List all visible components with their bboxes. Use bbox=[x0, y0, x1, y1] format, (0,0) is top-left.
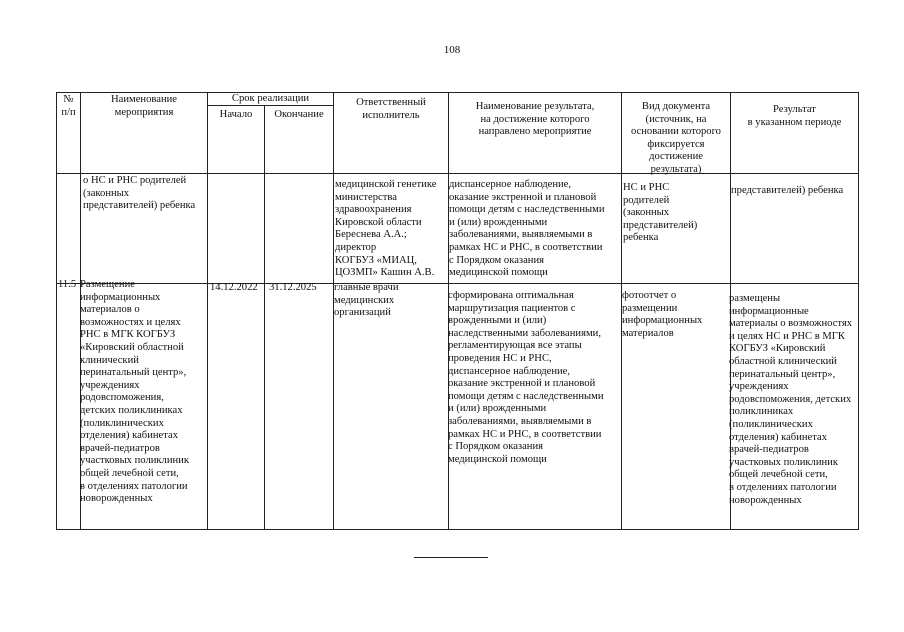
row-divider bbox=[57, 173, 858, 174]
row0-doc-type: НС и РНС родителей (законных представителей) ребенка bbox=[623, 182, 698, 244]
header-result-name: Наименование результата, на достижение которого направлено мероприятие bbox=[475, 101, 595, 138]
header-start: Начало bbox=[219, 109, 253, 120]
row1-result-name: сформирована оптимальная маршрутизация пациентов с врожденными и (или) наследственными заболеваниями, регламентирующая все этапы проведения НС и РНС, диспансерное наблюдение, оказание экстренной и плановой помощи детям с наследственными и (или) врожденными заболеваниями, выявляемыми в рамках НС и РНС, в соответствии с Порядком оказания медицинской помощи bbox=[448, 290, 604, 465]
row1-period-result: размещены информационные материалы о возможностях и целях НС и РНС в МГК КОГБУЗ «Кировский областной клинический перинатальный центр», учреждениях родовспоможения, детских поликлиниках (поликлинических отделения) кабинетах врачей-педиатров участковых поликлиник общей лечебной сети, в отделениях патологии новорожденных bbox=[729, 293, 853, 506]
row0-name: о НС и РНС родителей (законных представителей) ребенка bbox=[83, 175, 196, 212]
header-name: Наименование мероприятия bbox=[111, 94, 177, 118]
col-divider bbox=[207, 93, 208, 529]
row1-end: 31.12.2025 bbox=[269, 282, 317, 293]
col-divider bbox=[264, 105, 265, 529]
row0-period-result: представителей) ребенка bbox=[731, 185, 844, 196]
row1-start: 14.12.2022 bbox=[210, 282, 258, 293]
header-doc-type: Вид документа (источник, на основании которого фиксируется достижение результата) bbox=[631, 101, 721, 175]
measures-table bbox=[56, 92, 859, 530]
row1-num: 11.5 bbox=[58, 279, 77, 290]
header-period-result: Результат в указанном периоде bbox=[747, 104, 842, 128]
header-responsible: Ответственный исполнитель bbox=[356, 97, 426, 121]
row1-responsible: главные врачи медицинских организаций bbox=[334, 282, 399, 319]
row1-name: Размещение информационных материалов о возможностях и целях РНС в МГК КОГБУЗ «Кировский областной клинический перинатальный центр», учреждениях родовспоможения, детских поликлиниках (поликлинических отделения) кабинетах врачей-педиатров участковых поликлиник общей лечебной сети, в отделениях патологии новорожденных bbox=[80, 279, 189, 505]
page-number: 108 bbox=[443, 44, 461, 56]
row0-responsible: медицинской генетике министерства здравоохранения Кировской области Береснева А.А.; директор КОГБУЗ «МИАЦ, ЦОЗМП» Кашин А.В. bbox=[335, 179, 437, 279]
header-num: № п/п bbox=[61, 94, 76, 118]
header-end: Окончание bbox=[274, 109, 324, 120]
footer-separator bbox=[414, 557, 488, 558]
row1-doc-type: фотоотчет о размещении информационных материалов bbox=[622, 290, 703, 339]
header-term: Срок реализации bbox=[231, 93, 310, 104]
row0-result-name: диспансерное наблюдение, оказание экстренной и плановой помощи детям с наследственными и (или) врожденными заболеваниями, выявляемыми в рамках НС и РНС, в соответствии с Порядком оказания медицинской помощи bbox=[449, 179, 605, 279]
